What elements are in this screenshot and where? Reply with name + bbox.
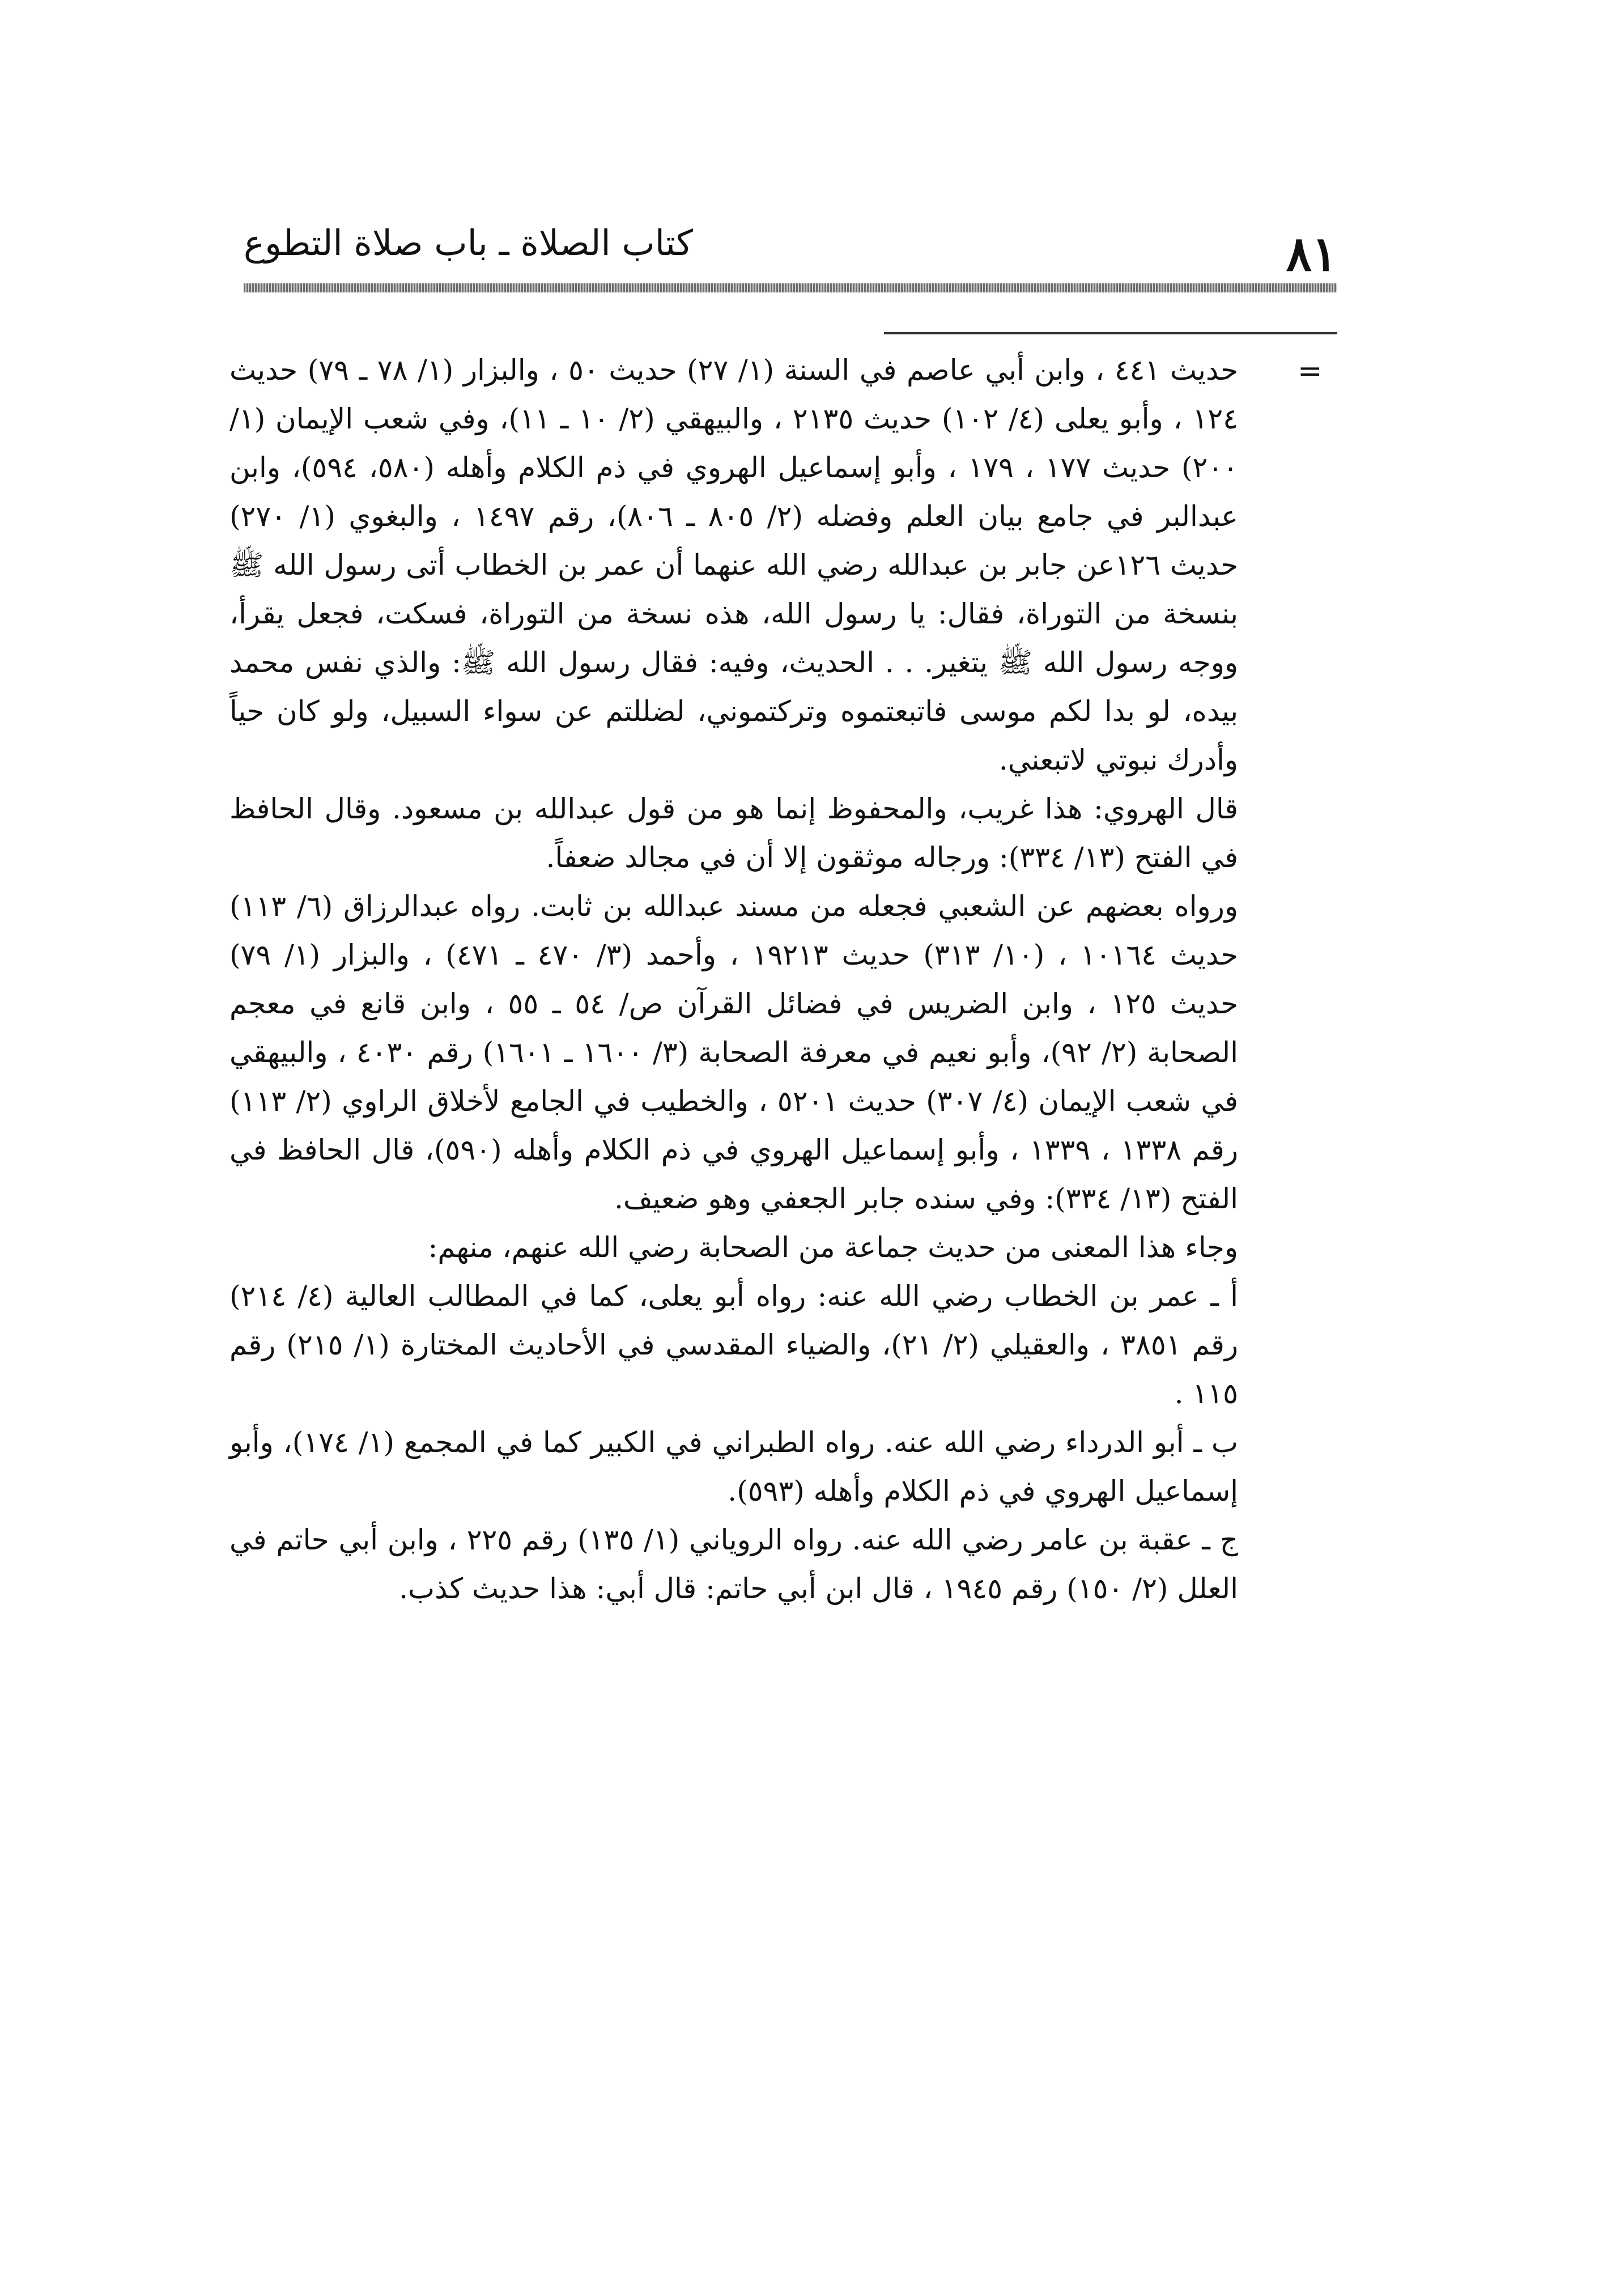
footnote-body — [229, 346, 1238, 1613]
running-title: كتاب الصلاة ـ باب صلاة التطوع — [244, 222, 693, 264]
footnote-paragraph: حديث ٤٤١ ، وابن أبي عاصم في السنة (١/ ٢٧) حديث ٥٠ ، والبزار (١/ ٧٨ ـ ٧٩) حديث ١٢٤ ، وأبو يعلى (٤/ ١٠٢) حديث ٢١٣٥ ، والبيهقي (٢/ ١٠ ـ ١١)، وفي شعب الإيمان (١/ ٢٠٠) حديث ١٧٧ ، ١٧٩ ، وأبو إسماعيل الهروي في ذم الكلام وأهله (٥٨٠، ٥٩٤)، وابن عبدالبر في جامع بيان العلم وفضله (٢/ ٨٠٥ ـ ٨٠٦)، رقم ١٤٩٧ ، والبغوي (١/ ٢٧٠) حديث ١٢٦عن جابر بن عبدالله رضي الله عنهما أن عمر بن الخطاب أتى رسول الله ﷺ بنسخة من التوراة، فقال: يا رسول الله، هذه نسخة من التوراة، فسكت، فجعل يقرأ، ووجه رسول الله ﷺ يتغير. . . الحديث، وفيه: فقال رسول الله ﷺ: والذي نفس محمد بيده، لو بدا لكم موسى فاتبعتموه وتركتموني، لضللتم عن سواء السبيل، ولو كان حياً وأدرك نبوتي لاتبعني. — [229, 354, 1239, 776]
header-divider — [244, 283, 1337, 292]
page-number: ٨١ — [1286, 226, 1337, 282]
footnote-paragraph: وجاء هذا المعنى من حديث جماعة من الصحابة رضي الله عنهم، منهم: — [428, 1231, 1238, 1264]
page-header — [244, 220, 1337, 282]
footnote-paragraph: ج ـ عقبة بن عامر رضي الله عنه. رواه الروياني (١/ ١٣٥) رقم ٢٢٥ ، وابن أبي حاتم في العلل (٢/ ١٥٠) رقم ١٩٤٥ ، قال ابن أبي حاتم: قال أبي: هذا حديث كذب. — [229, 1523, 1238, 1605]
footnote-paragraph: قال الهروي: هذا غريب، والمحفوظ إنما هو من قول عبدالله بن مسعود. وقال الحافظ في الفتح (١٣/ ٣٣٤): ورجاله موثقون إلا أن في مجالد ضعفاً. — [229, 792, 1238, 874]
footnote-paragraph: أ ـ عمر بن الخطاب رضي الله عنه: رواه أبو يعلى، كما في المطالب العالية (٤/ ٢١٤) رقم ٣٨٥١ ، والعقيلي (٢/ ٢١)، والضياء المقدسي في الأحاديث المختارة (١/ ٢١٥) رقم ١١٥ . — [229, 1280, 1238, 1410]
footnote-separator — [884, 332, 1337, 334]
footnote-paragraph: ب ـ أبو الدرداء رضي الله عنه. رواه الطبراني في الكبير كما في المجمع (١/ ١٧٤)، وأبو إسماعيل الهروي في ذم الكلام وأهله (٥٩٣). — [229, 1426, 1239, 1508]
continuation-mark: = — [1298, 354, 1323, 388]
footnote-paragraph: ورواه بعضهم عن الشعبي فجعله من مسند عبدالله بن ثابت. رواه عبدالرزاق (٦/ ١١٣) حديث ١٠١٦٤ ، (١٠/ ٣١٣) حديث ١٩٢١٣ ، وأحمد (٣/ ٤٧٠ ـ ٤٧١) ، والبزار (١/ ٧٩) حديث ١٢٥ ، وابن الضريس في فضائل القرآن ص/ ٥٤ ـ ٥٥ ، وابن قانع في معجم الصحابة (٢/ ٩٢)، وأبو نعيم في معرفة الصحابة (٣/ ١٦٠٠ ـ ١٦٠١) رقم ٤٠٣٠ ، والبيهقي في شعب الإيمان (٤/ ٣٠٧) حديث ٥٢٠١ ، والخطيب في الجامع لأخلاق الراوي (٢/ ١١٣) رقم ١٣٣٨ ، ١٣٣٩ ، وأبو إسماعيل الهروي في ذم الكلام وأهله (٥٩٠)، قال الحافظ في الفتح (١٣/ ٣٣٤): وفي سنده جابر الجعفي وهو ضعيف. — [229, 890, 1239, 1215]
